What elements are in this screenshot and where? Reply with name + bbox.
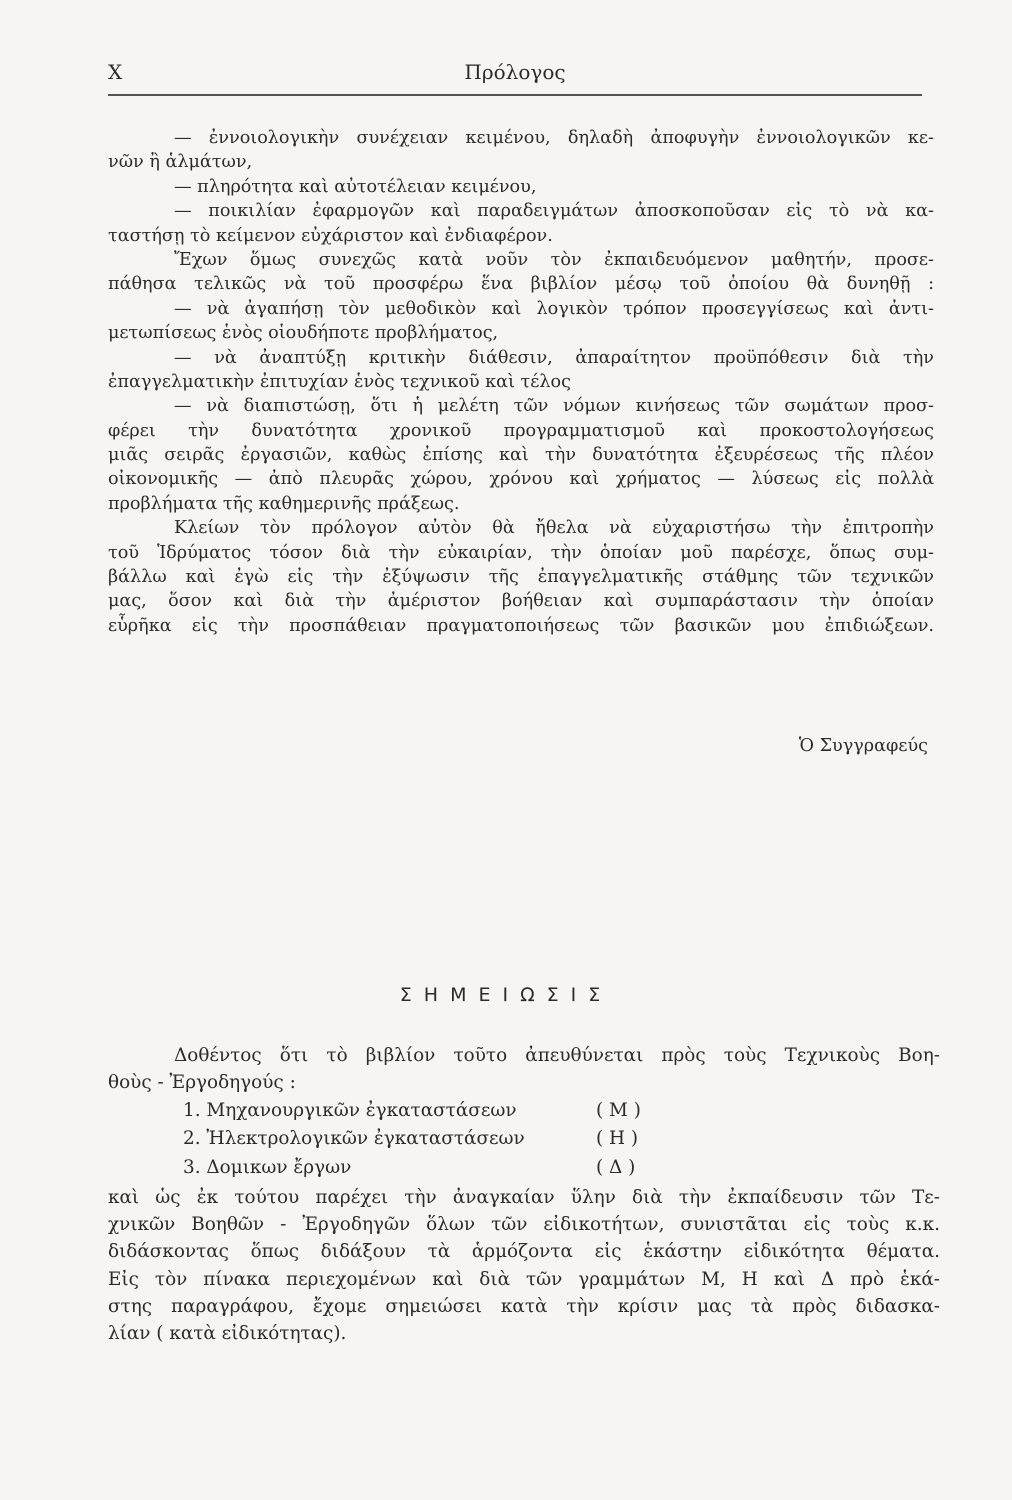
text-line: — πληρότητα καὶ αὐτοτέλειαν κειμένου, — [174, 176, 537, 197]
text-line: οἰκονομικῆς — ἀπὸ πλευρᾶς χώρου, χρόνου καὶ χρήματος — λύσεως εἰς πολλὰ — [108, 469, 934, 490]
text-line: Κλείων τὸν πρόλογον αὐτὸν θὰ ἤθελα νὰ εὐχαριστήσω τὴν ἐπιτροπὴν — [174, 518, 934, 539]
category-item: 3. Δομικων ἔργων — [183, 1157, 352, 1178]
category-item: 1. Μηχανουργικῶν ἐγκαταστάσεων — [183, 1100, 517, 1121]
text-line: — νὰ ἀναπτύξῃ κριτικὴν διάθεσιν, ἀπαραίτητον προϋπόθεσιν διὰ τὴν — [174, 347, 934, 368]
text-line: — ποικιλίαν ἐφαρμογῶν καὶ παραδειγμάτων ἀποσκοποῦσαν εἰς τὸ νὰ κα- — [174, 201, 934, 222]
category-code: ( Η ) — [596, 1128, 639, 1149]
header-rule — [108, 94, 922, 96]
text-line: μας, ὅσον καὶ διὰ τὴν ἀμέριστον βοήθειαν καὶ συμπαράστασιν τὴν ὁποίαν — [108, 591, 934, 612]
text-line: χνικῶν Βοηθῶν - Ἐργοδηγῶν ὅλων τῶν εἰδικοτήτων, συνιστᾶται εἰς τοὺς κ.κ. — [108, 1214, 940, 1236]
category-code: ( Μ ) — [596, 1100, 641, 1121]
note-intro — [108, 1042, 940, 1096]
note-body — [108, 1184, 940, 1347]
category-code: ( Δ ) — [596, 1157, 636, 1178]
text-line: καὶ ὡς ἐκ τούτου παρέχει τὴν ἀναγκαίαν ὕλην διὰ τὴν ἐκπαίδευσιν τῶν Τε- — [108, 1187, 940, 1208]
text-line: μιᾶς σειρᾶς ἐργασιῶν, καθὼς ἐπίσης καὶ τὴν δυνατότητα ἐξευρέσεως τῆς πλέον — [108, 445, 934, 466]
section-title: ΣΗΜΕΙΩΣΙΣ — [399, 984, 613, 1006]
prologue-text — [108, 126, 934, 638]
text-line: ταστήσῃ τὸ κείμενον εὐχάριστον καὶ ἐνδιαφέρον. — [108, 225, 553, 246]
author-signature: Ὁ Συγγραφεύς — [798, 736, 928, 756]
text-line: πάθησα τελικῶς νὰ τοῦ προσφέρω ἕνα βιβλίον μέσῳ τοῦ ὁποίου θὰ δυνηθῇ : — [108, 274, 934, 295]
text-line: εὗρῆκα εἰς τὴν προσπάθειαν πραγματοποιήσεως τῶν βασικῶν μου ἐπιδιώξεων. — [108, 615, 934, 636]
text-line: Ἔχων ὅμως συνεχῶς κατὰ νοῦν τὸν ἐκπαιδευόμενον μαθητήν, προσε- — [174, 249, 934, 270]
text-line: βάλλω καὶ ἐγὼ εἰς τὴν ἐξύψωσιν τῆς ἐπαγγελματικῆς στάθμης τῶν τεχνικῶν — [108, 567, 934, 588]
page-header — [108, 58, 922, 92]
text-line: θοὺς - Ἐργοδηγούς : — [108, 1072, 296, 1094]
text-line: μετωπίσεως ἑνὸς οἱουδήποτε προβλήματος, — [108, 323, 499, 344]
text-line: — ἐννοιολογικὴν συνέχειαν κειμένου, δηλαδὴ ἀποφυγὴν ἐννοιολογικῶν κε- — [174, 128, 934, 148]
text-line: Εἰς τὸν πίνακα περιεχομένων καὶ διὰ τῶν γραμμάτων Μ, Η καὶ Δ πρὸ ἑκά- — [108, 1268, 940, 1290]
text-line: διδάσκοντας ὅπως διδάξουν τὰ ἁρμόζοντα εἰς ἑκάστην εἰδικότητα θέματα. — [108, 1241, 940, 1263]
text-line: — νὰ διαπιστώσῃ, ὅτι ἡ μελέτη τῶν νόμων κινήσεως τῶν σωμάτων προσ- — [174, 396, 934, 417]
text-line: Δοθέντος ὅτι τὸ βιβλίον τοῦτο ἀπευθύνεται πρὸς τοὺς Τεχνικοὺς Βοη- — [174, 1045, 940, 1066]
category-item: 2. Ἠλεκτρολογικῶν ἐγκαταστάσεων — [183, 1128, 525, 1149]
text-line: στης παραγράφου, ἔχομε σημειώσει κατὰ τὴν κρίσιν μας τὰ πρὸς διδασκα- — [108, 1295, 940, 1317]
text-line: προβλήματα τῆς καθημερινῆς πράξεως. — [108, 493, 460, 514]
text-line: λίαν ( κατὰ εἰδικότητας). — [108, 1322, 347, 1344]
running-head: Πρόλογος — [464, 60, 566, 84]
page-number: X — [108, 60, 124, 84]
text-line: ἐπαγγελματικὴν ἐπιτυχίαν ἑνὸς τεχνικοῦ καὶ τέλος — [108, 371, 571, 392]
text-line: τοῦ Ἱδρύματος τόσον διὰ τὴν εὐκαιρίαν, τὴν ὁποίαν μοῦ παρέσχε, ὅπως συμ- — [108, 542, 934, 563]
text-line: — νὰ ἀγαπήσῃ τὸν μεθοδικὸν καὶ λογικὸν τρόπον προσεγγίσεως καὶ ἀντι- — [174, 298, 934, 319]
text-line: νῶν ἢ ἁλμάτων, — [108, 152, 253, 173]
text-line: φέρει τὴν δυνατότητα χρονικοῦ προγραμματισμοῦ καὶ προκοστολογήσεως — [108, 420, 934, 441]
